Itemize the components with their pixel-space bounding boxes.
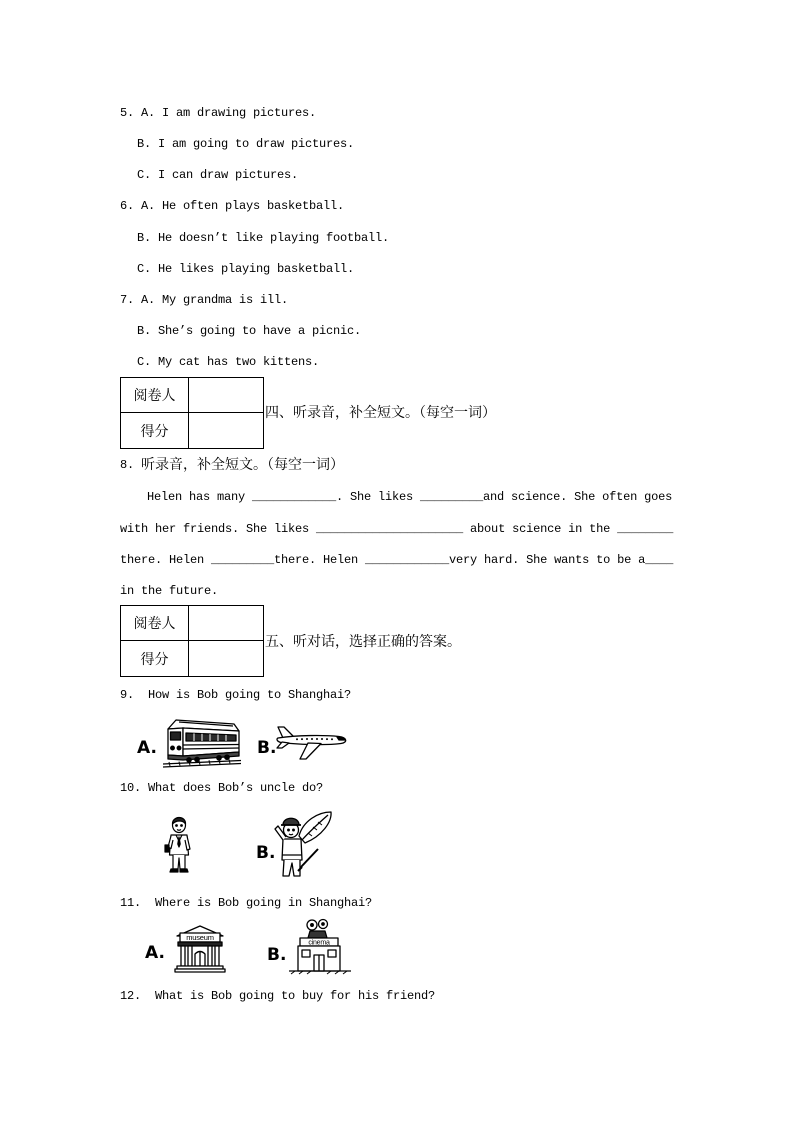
man-in-suit-icon: [164, 813, 194, 875]
q7-option-a: 7. A. My grandma is ill.: [120, 293, 289, 307]
q8-number: 8.: [120, 458, 135, 472]
grader-value-cell: [189, 378, 263, 413]
museum-sign-text: museum: [186, 933, 214, 942]
q12-prompt: 12. What is Bob going to buy for his friend?: [120, 989, 436, 1003]
q9-option-b-label: B.: [257, 738, 277, 758]
section-four-title: 四、听录音，补全短文。（每空一词）: [265, 405, 496, 421]
grader-value-cell: [189, 606, 263, 641]
q11-option-b-label: B.: [267, 945, 287, 965]
train-icon: [163, 716, 241, 768]
q10-option-b-label: B.: [256, 843, 276, 863]
q7-option-b: B. She’s going to have a picnic.: [137, 324, 362, 338]
score-label: 得分: [121, 641, 189, 676]
q8-instruction: 听录音，补全短文。（每空一词）: [141, 457, 344, 473]
q10-prompt: 10. What does Bob’s uncle do?: [120, 781, 324, 795]
score-value-cell: [189, 413, 263, 448]
q8-passage-line: Helen has many ____________. She likes _________and science. She often goes: [147, 490, 673, 504]
worker-with-wing-icon: [272, 809, 334, 881]
q5-option-b: B. I am going to draw pictures.: [137, 137, 355, 151]
score-value-cell: [189, 641, 263, 676]
q11-option-a-label: A.: [145, 943, 165, 963]
cinema-sign-text: cinema: [308, 939, 330, 947]
grader-label: 阅卷人: [121, 378, 189, 413]
q11-prompt: 11. Where is Bob going in Shanghai?: [120, 896, 373, 910]
q9-prompt: 9. How is Bob going to Shanghai?: [120, 688, 352, 702]
q8-passage-line: there. Helen _________there. Helen ____________very hard. She wants to be a____: [120, 553, 674, 567]
grader-table-section-four: [120, 377, 264, 449]
cinema-icon: [287, 918, 353, 976]
q6-option-b: B. He doesn’t like playing football.: [137, 231, 390, 245]
q9-option-a-label: A.: [137, 738, 157, 758]
grader-label: 阅卷人: [121, 606, 189, 641]
q7-option-c: C. My cat has two kittens.: [137, 355, 320, 369]
q5-option-a: 5. A. I am drawing pictures.: [120, 106, 317, 120]
q8-passage-line: in the future.: [120, 584, 219, 598]
q6-option-a: 6. A. He often plays basketball.: [120, 199, 345, 213]
q6-option-c: C. He likes playing basketball.: [137, 262, 355, 276]
q5-option-c: C. I can draw pictures.: [137, 168, 299, 182]
airplane-icon: [275, 726, 349, 762]
q8-passage-line: with her friends. She likes _____________________ about science in the ________: [120, 522, 674, 536]
section-five-title: 五、听对话，选择正确的答案。: [265, 634, 461, 650]
grader-table-section-five: [120, 605, 264, 677]
museum-icon: [174, 924, 226, 974]
score-label: 得分: [121, 413, 189, 448]
